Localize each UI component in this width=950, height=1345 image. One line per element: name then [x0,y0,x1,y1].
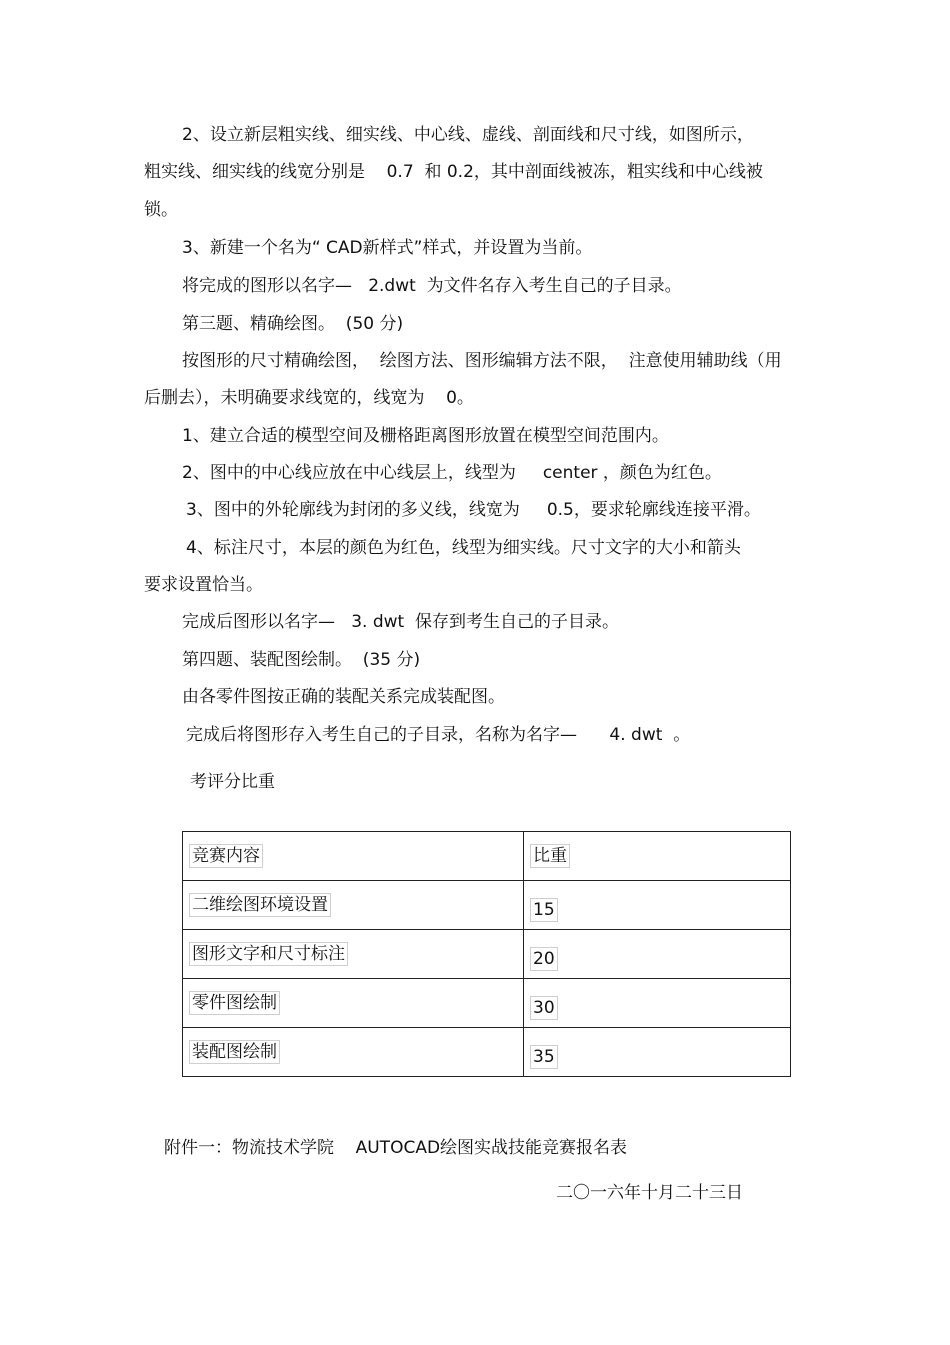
table-cell [524,930,791,979]
paragraph-line: 完成后图形以名字— 3. dwt 保存到考生自己的子目录。 [182,612,620,632]
paragraph-line: 2、设立新层粗实线、细实线、中心线、虚线、剖面线和尺寸线，如图所示， [182,125,754,145]
table-header-cell [524,832,791,881]
table-cell [183,881,524,930]
table-cell [524,881,791,930]
table-row [183,979,791,1028]
paragraph-line: 要求设置恰当。 [144,575,263,595]
paragraph-line: 2、图中的中心线应放在中心线层上，线型为 center ，颜色为红色。 [182,463,722,483]
paragraph-line: 粗实线、细实线的线宽分别是 0.7 和 0.2，其中剖面线被冻，粗实线和中心线被 [144,162,763,182]
paragraph-line: 由各零件图按正确的装配关系完成装配图。 [182,687,505,707]
paragraph-line: 按图形的尺寸精确绘图， 绘图方法、图形编辑方法不限， 注意使用辅助线（用 [182,351,782,371]
table-row [183,1028,791,1077]
table-cell [183,979,524,1028]
table-caption: 考评分比重 [190,772,275,792]
item-weight: 30 [530,996,558,1020]
attachment-title: 附件一：物流技术学院 AUTOCAD绘图实战技能竞赛报名表 [164,1138,628,1158]
item-weight: 35 [530,1045,558,1069]
item-weight: 20 [530,947,558,971]
table-header-row [183,832,791,881]
document-date: 二〇一六年十月二十三日 [556,1183,743,1203]
item-weight: 15 [530,898,558,922]
table-header-cell [183,832,524,881]
paragraph-line: 3、新建一个名为“ CAD新样式”样式，并设置为当前。 [182,238,593,258]
table-cell [183,1028,524,1077]
paragraph-line: 完成后将图形存入考生自己的子目录，名称为名字— 4. dwt 。 [186,725,691,745]
paragraph-line: 锁。 [144,200,178,220]
paragraph-line: 后删去），未明确要求线宽的，线宽为 0。 [144,388,474,408]
item-name: 图形文字和尺寸标注 [189,942,348,966]
paragraph-line: 3、图中的外轮廓线为封闭的多义线，线宽为 0.5，要求轮廓线连接平滑。 [186,500,761,520]
paragraph-line: 将完成的图形以名字— 2.dwt 为文件名存入考生自己的子目录。 [182,276,682,296]
section-heading: 第三题、精确绘图。 (50 分) [182,314,404,334]
score-weight-table [182,831,791,1077]
header-content: 竞赛内容 [189,844,263,868]
table-row [183,881,791,930]
section-heading: 第四题、装配图绘制。 (35 分) [182,650,421,670]
item-name: 装配图绘制 [189,1040,280,1064]
table-cell [524,979,791,1028]
item-name: 二维绘图环境设置 [189,893,331,917]
header-weight: 比重 [530,844,570,868]
item-name: 零件图绘制 [189,991,280,1015]
paragraph-line: 4、标注尺寸，本层的颜色为红色，线型为细实线。尺寸文字的大小和箭头 [186,538,741,558]
table-cell [524,1028,791,1077]
table-row [183,930,791,979]
table-cell [183,930,524,979]
paragraph-line: 1、建立合适的模型空间及栅格距离图形放置在模型空间范围内。 [182,426,669,446]
